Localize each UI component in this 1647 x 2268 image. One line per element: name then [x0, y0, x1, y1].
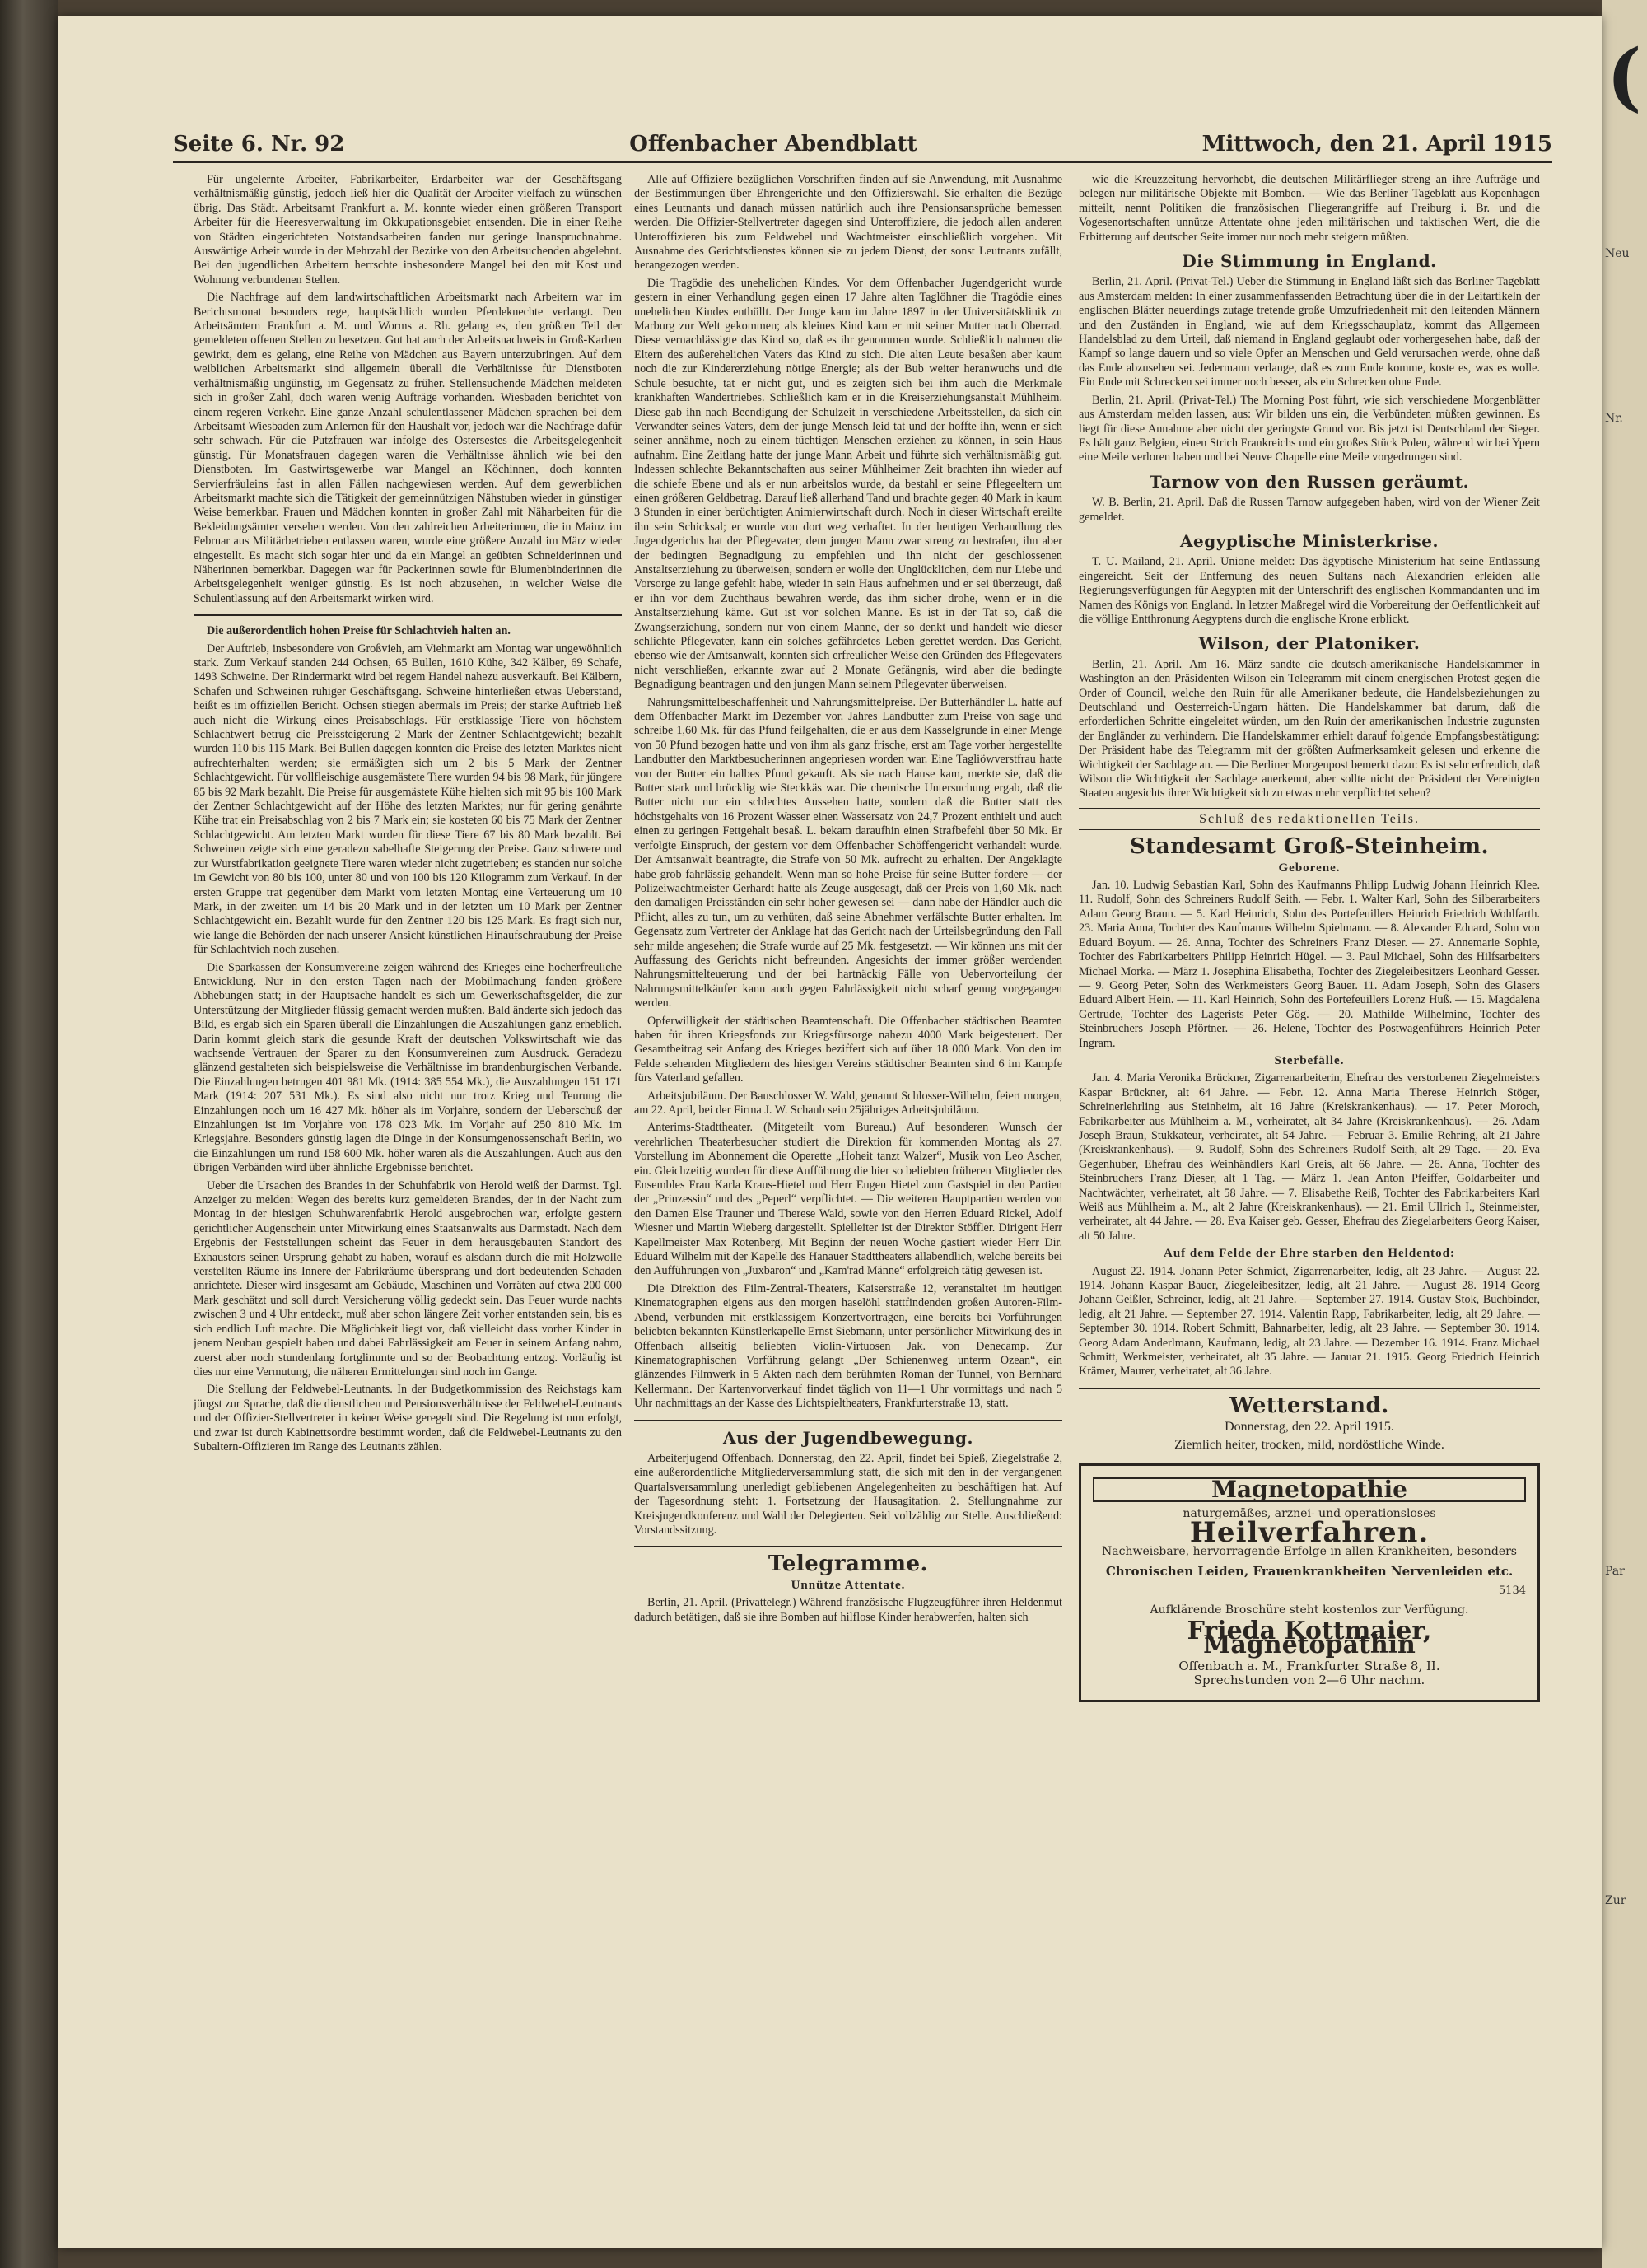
article-paragraph: August 22. 1914. Johann Peter Schmidt, Zigarrenarbeiter, ledig, alt 23 Jahre. — August 22. 1914. Johann Kaspar Bauer, Ziegeleibesitzer, ledig, alt 21 Jahre. — August 28. 1914 Georg Johann Geißler, Schreiner, ledig, alt 21 Jahre. — September 27. 1914. Gustav Stok, Buchbinder, ledig, alt 21 Jahre. — September 27. 1914. Valentin Rapp, Fabrikarbeiter, ledig, alt 29 Jahre. — September 30. 1914. Robert Schmitt, Bahnarbeiter, ledig, alt 23 Jahre. — September 30. 1914. Georg Adam Anderlmann, Kaufmann, ledig, alt 23 Jahre. — Dezember 16. 1914. Franz Michael Schmitt, Werkmeister, verheiratet, alt 35 Jahre. — Januar 21. 1915. Georg Friedrich Heinrich Krämer, Maurer, verheiratet, alt 36 Jahre.: [1079, 1264, 1540, 1379]
ad-subtitle: naturgemäßes, arznei- und operationsloses: [1183, 1506, 1436, 1520]
ad-method: Heilverfahren.: [1189, 1515, 1430, 1549]
edge-fragment: Nr.: [1605, 412, 1623, 425]
column-1: [194, 173, 622, 2199]
edge-fragment: Zur: [1605, 1894, 1626, 1907]
article-paragraph: T. U. Mailand, 21. April. Unione meldet: Das ägyptische Ministerium hat seine Entlassung eingereicht. Seit der Entfernung des neuen Sultans nach Alexandrien erleiden alle Regierungsverfügungen für Aegypten mit der Unterschrift des englischen Kommandanten und im Namen des Königs von England. In letzter Maßregel wird die Vorbereitung der Oeffentlichkeit auf die völlige Entthronung Aegyptens durch die englische Krone erblickt.: [1079, 555, 1540, 626]
divider: [1079, 1388, 1540, 1389]
edge-fragment: Neu: [1605, 247, 1630, 260]
article-paragraph: Berlin, 21. April. (Privat-Tel.) Ueber die Stimmung in England läßt sich das Berliner Tageblatt aus Amsterdam melden: In einer zusammenfassenden Betrachtung über die in der Leitartikeln der englischen Blätter neuerdings zutage tretende große Umzufriedenheit mit den leitenden Männern und den Zuständen in England, wie auf dem Kriegsschauplatz, kommt das Allgemeen Handelsblad zu dem Urteil, daß niemand in England geglaubt oder vorhergesehen habe, daß der Kampf so lange dauern und so viele Opfer an Menschen und Geld verursachen werde, ohne daß das Ende abzusehen sei. Jedermann verlange, daß es zum Ende komme, koste es, was es wolle. Ein Ende mit Schrecken sei immer noch besser, als ein Schrecken ohne Ende.: [1079, 275, 1540, 390]
section-heading-registry: Standesamt Groß-Steinheim.: [1129, 834, 1490, 860]
ad-brochure: Aufklärende Broschüre steht kostenlos zur Verfügung.: [1150, 1603, 1469, 1617]
article-paragraph: Die Nachfrage auf dem landwirtschaftlichen Arbeitsmarkt nach Arbeitern war im Berichtsmonat besonders rege, hauptsächlich wurden Pferdeknechte verlangt. Den Arbeitsämtern Frankfurt a. M. und Worms a. Rh. gelang es, den größten Teil der gemeldeten offenen Stellen zu besetzen. Gut hat auch der Arbeitsnachweis in Groß-Karben gewirkt, dem es gelang, eine Reihe von Mädchen aus Bayern unterzubringen. Auf dem weiblichen Arbeitsmarkt sind allgemein überall die Verhältnisse für Dienstboten verhältnismäßig ungünstig, im Gegensatz zu früher. Stellensuchende Mädchen meldeten sich in großer Zahl, doch waren wenig Aufträge vorhanden. Wiesbaden berichtet von einem regeren Verkehr. Eine ganze Anzahl schulentlassener Mädchen sprachen bei dem Arbeitsamt Wiesbaden zum Anlernen für den Haushalt vor, jedoch war die Nachfrage dafür sehr schwach. Für die Putzfrauen war infolge des Ostersestes die Arbeitsgelegenheit günstig. Für Monatsfrauen dagegen waren die Verhältnisse ähnlich wie bei den Dienstboten. Im Gastwirtsgewerbe war Mangel an Köchinnen, doch konnten Servierfräuleins fast in allen Fällen nachgewiesen werden. Auf dem gewerblichen Arbeitsmarkt machte sich die Tätigkeit der gemeinnützigen Nähstuben wieder in günstiger Weise bemerkbar. Frauen und Mädchen konnten in großer Zahl mit Näharbeiten für die Bekleidungsämter versehen werden. Von den zahlreichen Arbeiterinnen, die in Mainz im Februar aus Militärbetrieben entlassen waren, wurde eine größere Anzahl im März wieder eingestellt. Es macht sich sogar hier und da ein Mangel an geübten Schneiderinnen und Näherinnen bemerkbar. Dagegen war für Packerinnen sowie für Blumenbinderinnen die Arbeitsgelegenheit weniger günstig. Es ist noch abzusehen, in welcher Weise die Schulentlassung auf den Arbeitsmarkt wirken wird.: [194, 291, 622, 605]
adjacent-page-edge: [1602, 0, 1647, 2268]
ad-hours: Sprechstunden von 2—6 Uhr nachm.: [1193, 1673, 1425, 1688]
book-binding: [0, 0, 58, 2268]
article-paragraph: Die Direktion des Film-Zentral-Theaters, Kaiserstraße 12, veranstaltet im heutigen Kinematographen eigens aus den morgen haselöhl stattfindenden großen Autoren-Film-Abend, verbunden mit erstklassigem Konzertvortragen, eine bereits bei Vorführungen beliebten bekannten Künstlerkapelle Ernst Siebmann, unter persönlicher Mitwirkung des in Offenbach allseitig beliebten Violin-Virtuosen Jak. von Denecamp. Zur Kinematographischen Vorführung gelangt „Der Schienenweg unterm Ozean“, ein glänzendes Filmwerk in 5 Akten nach dem berühmten Roman der Tunnel, von Bernhard Kellermann. Der Kartenvorverkauf findet täglich von 11—1 Uhr vormittags und nach 5 Uhr nachmittags an der Kasse des Lichtspieltheaters, Frankfurterstraße 13, statt.: [634, 1281, 1062, 1411]
issue-date: Mittwoch, den 21. April 1915: [1201, 132, 1552, 156]
weather-date: Donnerstag, den 22. April 1915.: [1225, 1420, 1394, 1435]
article-paragraph: W. B. Berlin, 21. April. Daß die Russen Tarnow aufgegeben haben, wird von der Wiener Zeit gemeldet.: [1079, 496, 1540, 524]
column-2: [634, 173, 1062, 2199]
newspaper-title: Offenbacher Abendblatt: [629, 132, 917, 156]
article-paragraph: Opferwilligkeit der städtischen Beamtenschaft. Die Offenbacher städtischen Beamten haben für ihren Kriegsfonds zur Kriegsfürsorge nahezu 4000 Mark beigesteuert. Der Gesamtbeitrag seit Anfang des Krieges beziffert sich auf über 18 000 Mark. Von den im Felde stehenden Mitgliedern des hiesigen Vereins städtischer Beamten sind 6 im Kampfe fürs Vaterland gefallen.: [634, 1014, 1062, 1085]
subheading-attentate: Unnütze Attentate.: [791, 1578, 906, 1592]
adjacent-page-letter: (: [1607, 33, 1642, 120]
ad-proof: Nachweisbare, hervorragende Erfolge in allen Krankheiten, besonders: [1102, 1545, 1517, 1559]
ad-title: Magnetopathie: [1093, 1477, 1526, 1501]
article-paragraph: Anterims-Stadttheater. (Mitgeteilt vom Bureau.) Auf besonderen Wunsch der verehrlichen Theaterbesucher studiert die Direktion für kommenden Montag als 27. Vorstellung im Abonnement die Operette „Hoheit tanzt Walzer“, Musik von Leo Ascher, ein. Gleichzeitig wurden für diese Aufführung die hier so beliebten früheren Mitglieder des Ensembles Frau Karla Kraus-Hietel und Herr Eugen Hietel zum Gastspiel in den Partien der „Prinzessin“ und des „Peperl“ verpflichtet. — Die weiteren Hauptpartien werden von den Damen Else Trauner und Therese Wald, sowie von den Herren Eduard Rickel, Adolf Wiesner und Martin Wieberg dargestellt. Spielleiter ist der Direktor Stöffler. Dirigent Herr Kapellmeister Max Rotenberg. Mit Beginn der neuen Woche gastiert wieder Herr Dir. Eduard Wilhelm mit der Kapelle des Hanauer Stadttheaters allabendlich, welche bereits bei den Aufführungen von „Juxbaron“ und „Kam'rad Männe“ erfolgreich tätig gewesen ist.: [634, 1121, 1062, 1278]
article-paragraph: Die Sparkassen der Konsumvereine zeigen während des Krieges eine hocherfreuliche Entwicklung. Nur in den ersten Tagen nach der Mobilmachung fanden größere Abhebungen statt; in der Hauptsache handelt es sich um Gewerkschaftsgelder, die zur Unterstützung der Mitglieder flüssig gemacht werden mußten. Bald änderte sich jedoch das Bild, es ergab sich ein Sparen überall die Einzahlungen die Auszahlungen ganz erheblich. Darin kommt gleich stark die gesunde Kraft der deutschen Volkswirtschaft wie das wachsende Vertrauen der Sparer zu den Konsumvereinen zum Ausdruck. Geradezu glänzend gestalteten sich beispielsweise die Verhältnisse im brandenburgischen Verbande. Die Einzahlungen betrugen 401 981 Mk. (1914: 385 554 Mk.), die Auszahlungen 151 171 Mark (1914: 207 531 Mk.). Es sind also nicht nur trotz Krieg und Teurung die Einzahlungen noch um 16 427 Mk. höher als im Vorjahre, sondern der Ueberschuß der Einzahlungen ist im Vorjahre von 178 023 Mk. im Vorjahr auf 250 810 Mk. im Kriegsjahre. Besonders günstig lagen die Dinge in der Konsumgenossenschaft Berlin, wo die Einzahlungen um rund 158 600 Mk. höher waren als die Auszahlungen. Auch aus den übrigen Verbänden wird über ähnliche Ergebnisse berichtet.: [194, 960, 622, 1175]
subheading-born: Geborene.: [1278, 861, 1341, 875]
section-heading-youth: Aus der Jugendbewegung.: [723, 1427, 973, 1448]
article-paragraph: Berlin, 21. April. (Privat-Tel.) The Morning Post führt, wie sich verschiedene Morgenblätter aus Amsterdam melden lassen, aus: Wir bilden uns ein, die Verbündeten müßten gewinnen. Es liegt für diese Annahme aber nicht der geringste Grund vor. Bis jetzt ist Deutschland der Sieger. Es hält ganz Belgien, einen Strich Frankreichs und ein großes Stück Polen, während wir bei Ypern eine Meile verloren haben und bei Neuve Chapelle eine Meile vorgedrungen sind.: [1079, 393, 1540, 464]
article-paragraph: Jan. 10. Ludwig Sebastian Karl, Sohn des Kaufmanns Philipp Ludwig Johann Heinrich Klee. 11. Rudolf, Sohn des Schreiners Rudolf Seith. — Febr. 1. Walter Karl, Sohn des Silberarbeiters Adam Georg Braun. — 5. Karl Heinrich, Sohn des Portefeuillers Heinrich Friedrich Wohlfarth. 23. Maria Anna, Tochter des Kaufmanns Wilhelm Spielmann. — 8. Alexander Eduard, Sohn von Eduard Boyum. — 26. Anna, Tochter des Schreiners Franz Dieser. — 27. Annemarie Sophie, Tochter des Fabrikarbeiters Philipp Heinrich Hügel. — 3. Paul Michael, Sohn des Hilfsarbeiters Michael Morka. — März 1. Josephina Elisabetha, Tochter des Ziegeleibesitzers Leonhard Gesser. — 9. Georg Peter, Sohn des Werkmeisters Georg Bauer. 11. Adam Joseph, Sohn des Glasers Eduard Albert Hein. — 11. Karl Heinrich, Sohn des Portefeuillers Lorenz Huß. — 15. Magdalena Gertrude, Tochter des Lagerists Peter Gög. — 20. Mathilde Wilhelmine, Tochter des Steinbruchers Joseph Pförtner. — 26. Helene, Tochter des Postwagenführers Heinrich Peter Ingram.: [1079, 879, 1540, 1050]
article-paragraph: Berlin, 21. April. (Privattelegr.) Während französische Flugzeugführer ihren Heldenmut dadurch betätigen, daß sie ihre Bomben auf hilflose Kinder herabwerfen, halten sich: [634, 1596, 1062, 1624]
article-paragraph: wie die Kreuzzeitung hervorhebt, die deutschen Militärflieger streng an ihre Aufträge und belegen nur militärische Objekte mit Bomben. — Wie das Berliner Tageblatt aus Kopenhagen mitteilt, nennt Politiken die französischen Fliegerangriffe auf Freiburg i. Br. und die Vogesenortschaften unnütze Attentate ohne jeden militärischen und taktischen Wert, die die Erbitterung auf deutscher Seite immer nur noch mehr steigern müßten.: [1079, 173, 1540, 244]
newspaper-page: [58, 16, 1602, 2248]
ad-address: Offenbach a. M., Frankfurter Straße 8, II.: [1178, 1658, 1440, 1673]
divider: [634, 1546, 1062, 1547]
article-paragraph: Alle auf Offiziere bezüglichen Vorschriften finden auf sie Anwendung, mit Ausnahme der Bestimmungen über Ehrengerichte und den Offizierswahl. Sie erhalten die Bezüge eines Leutnants und danach müssen natürlich auch ihre Pensionsansprüche bemessen werden. Die Offizier-Stellvertreter dagegen sind Unteroffiziere, die jedoch allen anderen Unteroffizieren bis zum Feldwebel und Wachtmeister einschließlich vorgehen. Mit Ausnahme des Gerichtsdienstes können sie zu jedem Dienst, der sonst Leutnants zufällt, herangezogen werden.: [634, 173, 1062, 273]
page-number: Seite 6. Nr. 92: [173, 132, 345, 156]
section-heading-wilson: Wilson, der Platoniker.: [1198, 633, 1421, 654]
article-paragraph: Jan. 4. Maria Veronika Brückner, Zigarrenarbeiterin, Ehefrau des verstorbenen Ziegelmeisters Kaspar Brückner, alt 64 Jahre. — Febr. 12. Anna Maria Therese Heinrich Stöger, Schreinerlehrling aus Steinheim, alt 16 Jahre (Kreiskrankenhaus). — 17. Peter Moroch, Fabrikarbeiter aus Mühlheim a. M., verheiratet, alt 34 Jahre (Kreiskrankenhaus). — 26. Adam Joseph Braun, Stukkateur, verheiratet, alt 54 Jahre. — Februar 3. Emilie Rehring, alt 21 Jahre (Kreiskrankenhaus). — 9. Rudolf, Sohn des Schreiners Rudolf Seith, alt 29 Tage. — 20. Eva Gegenhuber, Ehefrau des Weinhändlers Karl Greis, alt 66 Jahre. — 26. Anna, Tochter des Steinbruchers Franz Dieser, alt 1 Tag. — März 1. Jean Anton Pfeiffer, Goldarbeiter und Nachtwächter, verheiratet, alt 58 Jahre. — 7. Elisabethe Reiß, Tochter des Fabrikarbeiters Karl Weiß aus Mühlheim a. M., alt 2 Jahre (Kreiskrankenhaus). — 21. Emil Ullrich I., Steinmeister, verheiratet, alt 44 Jahre. — 28. Eva Kaiser geb. Gesser, Ehefrau des Ziegelarbeiters Georg Kaiser, alt 50 Jahre.: [1079, 1071, 1540, 1243]
editorial-end-marker: Schluß des redaktionellen Teils.: [1079, 808, 1540, 830]
article-paragraph: Ueber die Ursachen des Brandes in der Schuhfabrik von Herold weiß der Darmst. Tgl. Anzeiger zu melden: Wegen des bereits kurz gemeldeten Brandes, der in der Nacht zum Montag in der hiesigen Schuhwarenfabrik Herold ausgebrochen war, erfolgte gestern gerichtlicher Augenschein unter Mitwirkung eines Staatsanwalts aus Darmstadt. Nach dem Ergebnis der Feststellungen scheint das Feuer in dem herausgebauten Standort des Exhaustors seinen Ursprung gehabt zu haben, worauf es alsdann durch die mit Holzwolle verstellten Räume ins Innere der Fabrikräume übersprang und dort bedeutenden Schaden anrichtete. Dieser wird insgesamt am Gebäude, Maschinen und Vorräten auf etwa 200 000 Mark geschätzt und soll durch Versicherung völlig gedeckt sein. Das Feuer wurde nachts zwischen 3 und 4 Uhr entdeckt, muß aber schon längere Zeit vorher entstanden sein, bis es sich endlich Luft machte. Die Möglichkeit liegt vor, daß vielleicht dass vorher Kinder in jenem Neubau gespielt haben und dabei Fahrlässigkeit am Feuer in seinem Anfang nahm, zuerst aber noch stundenlang fortglimmte und so der Beobachtung entzog. Vorläufig ist dies nur eine Vermutung, die näheren Ermittelungen sind noch im Gange.: [194, 1178, 622, 1379]
article-paragraph: Der Auftrieb, insbesondere von Großvieh, am Viehmarkt am Montag war ungewöhnlich stark. Zum Verkauf standen 244 Ochsen, 65 Bullen, 1610 Kühe, 342 Kälber, 69 Schafe, 1493 Schweine. Der Rindermarkt wird bei regem Handel nahezu ausverkauft. Bei Kälbern, Schafen und Schweinen ruhiger Geschäftsgang. Schweine hinterließen etwas Ueberstand, heißt es im offiziellen Bericht. Ochsen stiegen abermals im Preis; der starke Auftrieb ließ auch nicht die Wirkung eines Preisabschlags. Für erstklassige Tiere von höchstem Schlachtwert betrug die Preissteigerung 2 Mark der Zentner Schlachtgewicht; bezahlt wurden 110 bis 115 Mark. Bei Bullen dagegen konnten die Preise des letzten Marktes nicht aufrechterhalten werden; sie ermäßigten sich um 2 bis 5 Mark der Zentner Schlachtgewicht. Für vollfleischige ausgemästete Tiere wurden 94 bis 98 Mark, für jüngere 85 bis 92 Mark bezahlt. Die Preise für ausgemästete Kühe hielten sich mit 95 bis 100 Mark der Zentner Schlachtgewicht auf der Höhe des letzten Marktes; nur für gering genährte Kühe trat ein Preisabschlag von 2 bis 7 Mark ein; sie kosteten 60 bis 75 Mark der Zentner Schlachtgewicht. Am letzten Markt wurden für diese Tiere 67 bis 80 Mark bezahlt. Bei Schweinen zeigte sich eine geradezu sabelhafte Steigerung der Preise. Ganz schwere und zur Wurstfabrikation geeignete Tiere waren wieder nicht zugetrieben; es standen nur solche im Gewicht von 80 bis 100, unter 80 und von 100 bis 120 Kilogramm zum Verkauf. In der ersten Gruppe trat gegenüber dem Markt vom letzten Montag eine Verteuerung um 10 Mark, in der zweiten um 14 bis 20 Mark und in der letzten um 10 Mark per Zentner Schlachtgewicht ein. Bezahlt wurde für den Zentner 120 bis 125 Mark. Es fragt sich nur, wie lange die Behörden der nach unserer Ansicht künstlichen Hinaufschraubung der Preise für Schlachtvieh noch zusehen.: [194, 642, 622, 957]
ad-name: Frieda Kottmaier, Magnetopathin: [1187, 1616, 1432, 1660]
article-paragraph: Für ungelernte Arbeiter, Fabrikarbeiter, Erdarbeiter war der Geschäftsgang verhältnismäßig günstig, jedoch ließ hier die Qualität der Arbeiter vielfach zu wünschen übrig. Das Städt. Arbeitsamt Frankfurt a. M. konnte wieder einen größeren Transport Arbeiter für die Heeresverwaltung im Okkupationsgebiet entsenden. Die in einer Reihe von Städten eingerichteten Notstandsarbeiten fanden nur geringe Inanspruchnahme. Auswärtige Arbeit wurde in der Mehrzahl der Bezirke von den Arbeitsuchenden abgelehnt. Bei den jugendlichen Arbeitern herrschte insbesondere Mangel bei den mit Kost und Wohnung verbundenen Stellen.: [194, 173, 622, 287]
subheading-died: Sterbefälle.: [1274, 1053, 1345, 1067]
advertisement: [1079, 1463, 1540, 1701]
divider: [634, 1420, 1062, 1421]
article-paragraph: Berlin, 21. April. Am 16. März sandte die deutsch-amerikanische Handelskammer in Washington an den Präsidenten Wilson ein Telegramm mit einem energischen Protest gegen die Order of Council, welche den Ruin für alle Amerikaner bedeute, die Handelsbeziehungen zu Deutschland und Oesterreich-Ungarn hätten. Die Handelskammer bat darum, daß die erforderlichen Schritte eingeleitet würden, um den Ruin der amerikanischen Industrie zugunsten der Engländer zu verhindern. Die Handelskammer erhielt darauf folgende Empfangsbestätigung: Der Präsident habe das Telegramm mit der größten Aufmerksamkeit gelesen und erkenne die Wichtigkeit der Sachlage an. — Die Berliner Morgenpost bemerkt dazu: Es ist sehr erfreulich, daß Wilson die Wichtigkeit der Sachlage anerkennt, aber sollte nicht der Präsident der Vereinigten Staaten angesichts ihrer Wichtigkeit sich zu etwas mehr verpflichtet sehen?: [1079, 657, 1540, 800]
article-paragraph: Nahrungsmittelbeschaffenheit und Nahrungsmittelpreise. Der Butterhändler L. hatte auf dem Offenbacher Markt im Dezember vor. Jahres Landbutter zum Preise von sage und schreibe 1,60 Mk. für das Pfund feilgehalten, die er aus dem Kasselgrunde in einer Menge von 50 Pfund bezogen hatte und von ihm als ganz frische, erst am Tage vorher hergestellte Landbutter den Marktbesucherinnen angepriesen worden war. Eine Tagliöwverstfrau hatte von der Butter ein halbes Pfund gekauft. Als sie nach Hause kam, merkte sie, daß die Butter stark und bröcklig wie Steckkäs war. Die chemische Untersuchung ergab, daß die Butter nicht nur ein schlechtes Aussehen hatte, sondern daß die Butter statt des höchstgehalts von 16 Prozent Wasser einen Wassersatz von 24,7 Prozent enthielt und auch einen zu geringen Fettgehalt besaß. L. bekam daraufhin einen Strafbefehl über 50 Mk. Er verfolgte Einspruch, der gestern vor dem Offenbacher Schöffengericht verhandelt wurde. Der Amtsanwalt beantragte, die Strafe von 50 Mk. aufrecht zu erhalten. Der Angeklagte habe grob fahrlässig gehandelt. Wenn man so hohe Preise für seine Butter fordere — der Polizeiwachtmeister Gerhardt hatte als Zeuge ausgesagt, daß der Preis von 1,60 Mk. nach den damaligen Preisständen ein sehr hoher gewesen sei — dann habe der Händler auch die Pflicht, alles zu tun, um zu verhüten, daß seine Abnehmer verfälschte Butter erhalten. Im Gegensatz zum Vertreter der Anklage hat das Gericht nach der Urteilsbegründung den Fall sehr milde angesehen; die Strafe wurde auf 25 Mk. festgesetzt. — Wir können uns mit der Auffassung des Gerichts nicht befreunden. Angesichts der immer größer werdenden Nahrungsmittelteuerung und der bei hartnäckig Fälle von Uebervorteilung der Nahrungsmittelkäufer kann auch gegen Fahrlässigkeit nicht scharf genug vorgegangen werden.: [634, 695, 1062, 1010]
section-heading-egypt: Aegyptische Ministerkrise.: [1180, 530, 1439, 551]
weather-forecast: Ziemlich heiter, trocken, mild, nordöstliche Winde.: [1174, 1437, 1444, 1452]
section-heading-england: Die Stimmung in England.: [1182, 251, 1437, 272]
article-heading: Die außerordentlich hohen Preise für Schlachtvieh halten an.: [207, 624, 511, 638]
section-heading-telegrams: Telegramme.: [768, 1552, 929, 1577]
subheading-fallen: Auf dem Felde der Ehre starben den Heldentod:: [1163, 1247, 1456, 1261]
article-paragraph: Arbeiterjugend Offenbach. Donnerstag, den 22. April, findet bei Spieß, Ziegelstraße 2, eine außerordentliche Mitgliederversammlung statt, die sich mit den in der vergangenen Quartalsversammlung unerledigt gebliebenen Angelegenheiten zu beschäftigen hat. Auf der Tagesordnung steht: 1. Fortsetzung der Hausagitation. 2. Stellungnahme zur Kreisjugendkonferenz und Wahl der Delegierten. Seid vollzählig zur Stelle. Anschließend: Vorstandssitzung.: [634, 1451, 1062, 1537]
edge-fragment: Par: [1605, 1565, 1625, 1578]
section-heading-weather: Wetterstand.: [1229, 1393, 1389, 1418]
article-paragraph: Arbeitsjubiläum. Der Bauschlosser W. Wald, genannt Schlosser-Wilhelm, feiert morgen, am 22. April, bei der Firma J. W. Schaub sein 25jähriges Arbeitsjubiläum.: [634, 1089, 1062, 1117]
ad-phone: 5134: [1498, 1584, 1526, 1598]
article-paragraph: Die Tragödie des unehelichen Kindes. Vor dem Offenbacher Jugendgericht wurde gestern in einer Verhandlung gegen einen 17 Jahre alten Taglöhner die Tragödie eines unehelichen Kindes enthüllt. Der Junge kam im Jahre 1897 in der Universitätsklinik zu Marburg zur Welt gekommen; als kleines Kind kam er mit seiner Mutter nach Oberrad. Diese vernachlässigte das Kind so, daß es ihr genommen wurde. Schließlich nahmen die Eltern des außerehelichen Vaters das Kind zu sich. Die alten Leute besaßen aber kaum noch die zur Kindererziehung nötige Energie; als der Bub weiter heranwuchs und die Schule besuchte, tat er nicht gut, und es zeigten sich bei ihm auch die Merkmale krankhaften Wandertriebes. Schließlich kam er in die Kreiserziehungsanstalt Mühlheim. Diese gab ihn nach Beendigung der Schulzeit in verschiedene Arbeitsstellen, da sich ein Verwandter seines Vaters, dem der junge Mensch leid tat und der hoffte ihn, wenn er sich seiner annähme, noch zu einem tüchtigen Menschen erziehen zu können, in sein Haus aufnahm. Eine Zeitlang hatte der junge Mann Arbeit und führte sich verhältnismäßig gut. Indessen schlechte Bekanntschaften aus seiner Mühlheimer Zeit brachten ihn wieder auf die schiefe Ebene und als er nun arbeitslos wurde, da bestahl er seine Pflegeeltern um einen größeren Geldbetrag. Darauf ließ allerhand Tand und brachte gegen 40 Mark in kaum 3 Stunden in einer berüchtigten Animierwirtschaft durch. Noch in dieser Wirtschaft ereilte ihn sein Schicksal; er wurde von dort weg verhaftet. In der heutigen Verhandlung des Jugendgerichts hat der Pflegevater, dem jungen Mann zwar streng zu bestrafen, ihn aber der bedingten Begnadigung zu empfehlen und ihn nicht der geschlossenen Anstaltserziehung zu überweisen, sondern er wolle den Unglücklichen, dem nur Liebe und Vorsorge zu lange gefehlt habe, wieder in sein Haus aufnehmen und er sei überzeugt, daß er ihn vor dem Zuchthaus bewahren werde, das ihm sicher drohe, wenn er in die Anstaltserziehung käme. Gut ist vor solchen Manne. Es ist in der Tat so, daß die Zwangserziehung, sondern nur von einem Manne, der so denkt und handelt wie dieser schlichte Pflegevater, kann ein solches gefährdetes Leben gerettet werden. Das Gericht, ebenso wie der Amtsanwalt, konnten sich erfreulicher Weise den Gründen des Pflegevaters nicht verschließen, erkannte zwar auf 2 Monate Gefängnis, wird aber die bedingte Begnadigung beantragen und den jungen Mann seinem Pflegevater überweisen.: [634, 276, 1062, 692]
section-heading-tarnow: Tarnow von den Russen geräumt.: [1149, 471, 1470, 492]
ad-diseases: Chronischen Leiden, Frauenkrankheiten Nervenleiden etc.: [1105, 1563, 1514, 1579]
column-3: [1079, 173, 1540, 2199]
divider: [194, 614, 622, 616]
page-header: [173, 128, 1552, 163]
article-paragraph: Die Stellung der Feldwebel-Leutnants. In der Budgetkommission des Reichstags kam jüngst zur Sprache, daß die dienstlichen und Pensionsverhältnisse der Feldwebel-Leutnants und der Offizier-Stellvertreter in keiner Weise geregelt sind. Die Regelung ist nun erfolgt, und zwar ist durch Kabinettsordre bestimmt worden, daß die Feldwebel-Leutnants zu den Subaltern-Offizieren im Range des Leutnants zählen.: [194, 1383, 622, 1454]
